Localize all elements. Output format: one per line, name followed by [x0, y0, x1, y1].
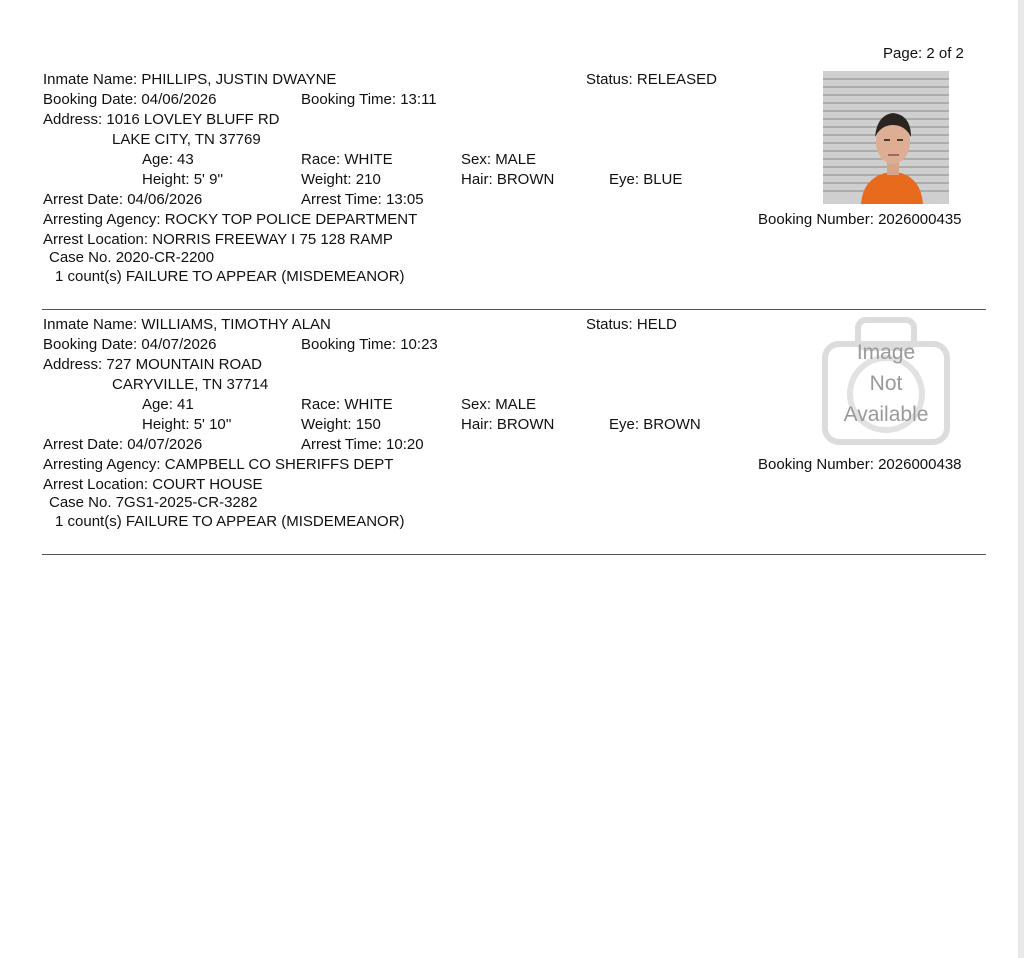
eye-label: Eye:	[609, 416, 640, 433]
arrest-location-label: Arrest Location:	[43, 476, 149, 493]
address-label: Address:	[43, 356, 103, 373]
hair: BROWN	[496, 416, 555, 433]
inmate-name-label: Inmate Name:	[43, 316, 138, 333]
weight: 150	[355, 416, 381, 433]
arrest-time-label: Arrest Time:	[301, 436, 382, 453]
height-label: Height:	[142, 416, 190, 433]
case-number: 2020-CR-2200	[115, 249, 215, 266]
agency-label: Arresting Agency:	[43, 211, 161, 228]
booking-time-label: Booking Time:	[301, 336, 397, 353]
booking-number: 2026000435	[878, 211, 962, 228]
arrest-time-row	[301, 191, 424, 209]
eye-row	[609, 416, 701, 434]
address-line1: 1016 LOVLEY BLUFF RD	[106, 111, 280, 128]
arrest-location-label: Arrest Location:	[43, 231, 149, 248]
booking-number-label: Booking Number:	[758, 456, 874, 473]
agency-row	[43, 456, 393, 474]
booking-time-row	[301, 91, 437, 109]
arrest-location-row	[43, 476, 263, 494]
status-row	[586, 71, 717, 89]
address-row	[43, 356, 262, 374]
status-label: Status:	[586, 71, 633, 88]
booking-date: 04/06/2026	[141, 91, 217, 108]
height-label: Height:	[142, 171, 190, 188]
inmate-name-row	[43, 316, 331, 334]
inmate-name: PHILLIPS, JUSTIN DWAYNE	[141, 71, 337, 88]
record-divider	[42, 309, 986, 310]
height-row	[142, 171, 223, 189]
arrest-date-row	[43, 436, 202, 454]
placeholder-text-line3: Available	[843, 403, 929, 426]
arrest-time-label: Arrest Time:	[301, 191, 382, 208]
image-not-available-placeholder	[822, 316, 950, 446]
eye-row	[609, 171, 682, 189]
hair-label: Hair:	[461, 171, 493, 188]
age-label: Age:	[142, 151, 173, 168]
sex-label: Sex:	[461, 151, 492, 168]
charge-line: 1 count(s) FAILURE TO APPEAR (MISDEMEANOR)	[55, 513, 405, 530]
weight-row	[301, 416, 381, 434]
race: WHITE	[344, 151, 393, 168]
status-label: Status:	[586, 316, 633, 333]
booking-time-label: Booking Time:	[301, 91, 397, 108]
inmate-name: WILLIAMS, TIMOTHY ALAN	[141, 316, 331, 333]
arrest-date: 04/06/2026	[127, 191, 203, 208]
booking-number-row	[758, 456, 962, 474]
arrest-location: NORRIS FREEWAY I 75 128 RAMP	[152, 231, 393, 248]
race-label: Race:	[301, 396, 341, 413]
eye: BROWN	[643, 416, 701, 433]
arrest-date-row	[43, 191, 202, 209]
booking-number: 2026000438	[878, 456, 962, 473]
status-value: HELD	[636, 316, 677, 333]
weight: 210	[355, 171, 381, 188]
race-label: Race:	[301, 151, 341, 168]
case-label: Case No.	[49, 494, 112, 511]
address-line2: LAKE CITY, TN 37769	[112, 131, 261, 148]
weight-label: Weight:	[301, 171, 352, 188]
booking-time: 13:11	[400, 91, 437, 108]
arrest-date: 04/07/2026	[127, 436, 203, 453]
age-row	[142, 396, 194, 414]
agency-row	[43, 211, 417, 229]
hair-row	[461, 171, 554, 189]
hair: BROWN	[496, 171, 555, 188]
booking-time: 10:23	[400, 336, 438, 353]
arrest-time-row	[301, 436, 424, 454]
height-row	[142, 416, 232, 434]
placeholder-text-line2: Not	[869, 372, 903, 395]
age: 41	[177, 396, 194, 413]
mugshot-photo	[823, 71, 949, 204]
arrest-date-label: Arrest Date:	[43, 436, 124, 453]
height: 5' 9''	[193, 171, 224, 188]
age-row	[142, 151, 194, 169]
address-line1: 727 MOUNTAIN ROAD	[106, 356, 262, 373]
weight-row	[301, 171, 381, 189]
booking-date-row	[43, 336, 216, 354]
inmate-name-row	[43, 71, 336, 89]
charge-line: 1 count(s) FAILURE TO APPEAR (MISDEMEANOR)	[55, 268, 405, 285]
sex-row	[461, 151, 536, 169]
arrest-time: 13:05	[386, 191, 424, 208]
status-value: RELEASED	[636, 71, 717, 88]
sex: MALE	[495, 151, 537, 168]
case-label: Case No.	[49, 249, 112, 266]
case-row	[49, 249, 214, 267]
arrest-location-row	[43, 231, 393, 249]
race-row	[301, 151, 393, 169]
address-label: Address:	[43, 111, 103, 128]
height: 5' 10''	[193, 416, 232, 433]
age: 43	[177, 151, 194, 168]
arrest-date-label: Arrest Date:	[43, 191, 124, 208]
booking-time-row	[301, 336, 438, 354]
booking-date: 04/07/2026	[141, 336, 217, 353]
placeholder-text-line1: Image	[856, 341, 916, 364]
arrest-location: COURT HOUSE	[152, 476, 263, 493]
sex-label: Sex:	[461, 396, 492, 413]
record-divider	[42, 554, 986, 555]
booking-date-label: Booking Date:	[43, 91, 138, 108]
booking-date-label: Booking Date:	[43, 336, 138, 353]
address-line2: CARYVILLE, TN 37714	[112, 376, 269, 393]
booking-number-row	[758, 211, 962, 229]
address-row	[43, 111, 280, 129]
page-number: Page: 2 of 2	[883, 45, 964, 62]
inmate-name-label: Inmate Name:	[43, 71, 138, 88]
sex-row	[461, 396, 536, 414]
hair-row	[461, 416, 554, 434]
agency: ROCKY TOP POLICE DEPARTMENT	[164, 211, 418, 228]
page-edge	[1018, 0, 1024, 958]
race-row	[301, 396, 393, 414]
hair-label: Hair:	[461, 416, 493, 433]
weight-label: Weight:	[301, 416, 352, 433]
status-row	[586, 316, 677, 334]
agency-label: Arresting Agency:	[43, 456, 161, 473]
sex: MALE	[495, 396, 537, 413]
booking-date-row	[43, 91, 216, 109]
booking-number-label: Booking Number:	[758, 211, 874, 228]
case-row	[49, 494, 257, 512]
case-number: 7GS1-2025-CR-3282	[115, 494, 258, 511]
eye-label: Eye:	[609, 171, 640, 188]
eye: BLUE	[643, 171, 683, 188]
agency: CAMPBELL CO SHERIFFS DEPT	[164, 456, 394, 473]
race: WHITE	[344, 396, 393, 413]
arrest-time: 10:20	[386, 436, 424, 453]
age-label: Age:	[142, 396, 173, 413]
